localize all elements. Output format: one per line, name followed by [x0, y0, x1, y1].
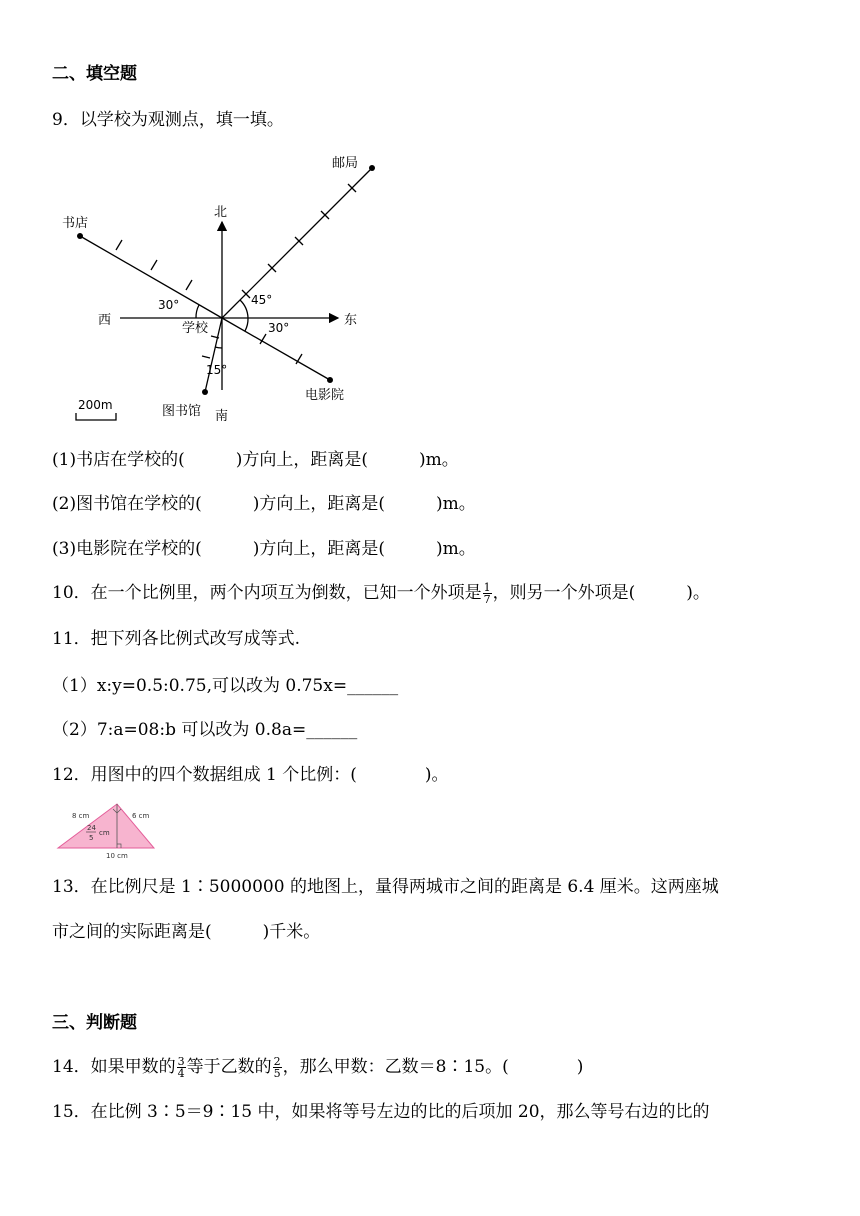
- question-11-part-1: （1）x:y=0.5:0.75,可以改为 0.75x=______: [52, 676, 399, 696]
- post-office-point: [369, 165, 375, 171]
- question-12-stem: 12．用图中的四个数据组成 1 个比例：( )。: [52, 765, 449, 785]
- question-14: [52, 1055, 583, 1079]
- question-10-text-after: ，则另一个外项是( )。: [492, 583, 710, 603]
- question-11-part-2: （2）7:a=08:b 可以改为 0.8a=______: [52, 720, 358, 740]
- label-scale: 200m: [78, 398, 113, 412]
- label-angle-cinema: 30°: [268, 321, 290, 335]
- angle-arc-library: [215, 347, 222, 348]
- direction-diagram: [0, 145, 420, 430]
- section-heading-fill-blank: 二、填空题: [52, 64, 137, 84]
- question-10-text-before: 10．在一个比例里，两个内项互为倒数，已知一个外项是: [52, 583, 482, 603]
- triangle-base-label: 10 cm: [106, 852, 128, 860]
- question-11-stem: 11．把下列各比例式改写成等式.: [52, 629, 301, 649]
- label-east: 东: [344, 313, 358, 328]
- question-9-part-3: (3)电影院在学校的( )方向上，距离是( )m。: [52, 539, 476, 559]
- cinema-point: [327, 377, 333, 383]
- fraction-three-fourths: $\frac{3}{4}$: [177, 1055, 185, 1080]
- label-post-office: 邮局: [332, 156, 359, 171]
- label-south: 南: [215, 409, 229, 424]
- label-west: 西: [98, 313, 112, 328]
- question-10: [52, 581, 710, 605]
- triangle-right-side-label: 6 cm: [132, 812, 150, 820]
- angle-arc-bookstore: [196, 305, 199, 318]
- triangle-height-denominator: 5: [89, 834, 94, 842]
- label-cinema: 电影院: [305, 388, 345, 403]
- label-bookstore: 书店: [62, 216, 89, 231]
- question-14-text-before: 14．如果甲数的: [52, 1057, 176, 1077]
- question-13-line-2: 市之间的实际距离是( )千米。: [52, 922, 321, 942]
- question-9-stem: 9．以学校为观测点，填一填。: [52, 110, 284, 130]
- ray-to-post-office: [222, 168, 372, 318]
- label-angle-post: 45°: [251, 293, 273, 307]
- section-heading-judgment: 三、判断题: [52, 1013, 137, 1033]
- triangle-height-unit: cm: [99, 829, 110, 837]
- scale-bar: [76, 413, 116, 420]
- fraction-one-seventh: $\frac{1}{7}$: [483, 581, 491, 606]
- angle-arc-post: [240, 300, 248, 318]
- fraction-two-fifths: $\frac{2}{5}$: [273, 1055, 281, 1080]
- question-14-text-mid: 等于乙数的: [186, 1057, 272, 1077]
- question-15-line-1: 15．在比例 3∶5＝9∶15 中，如果将等号左边的比的后项加 20，那么等号右边的比的: [52, 1102, 710, 1122]
- label-library: 图书馆: [162, 404, 202, 419]
- question-9-part-2: (2)图书馆在学校的( )方向上，距离是( )m。: [52, 494, 476, 514]
- label-school: 学校: [182, 321, 209, 336]
- angle-arc-cinema: [245, 318, 248, 331]
- question-13-line-1: 13．在比例尺是 1∶5000000 的地图上，量得两城市之间的距离是 6.4 厘米。这两座城: [52, 877, 719, 897]
- triangle-height-numerator: 24: [87, 824, 96, 832]
- triangle-left-side-label: 8 cm: [72, 812, 90, 820]
- library-point: [202, 389, 208, 395]
- label-angle-bookstore: 30°: [158, 298, 180, 312]
- label-north: 北: [214, 205, 228, 220]
- bookstore-point: [77, 233, 83, 239]
- triangle-figure: [50, 798, 160, 862]
- question-9-part-1: (1)书店在学校的( )方向上，距离是( )m。: [52, 450, 459, 470]
- question-14-text-after: ，那么甲数：乙数＝8∶15。( ): [282, 1057, 584, 1077]
- ray-to-bookstore: [80, 236, 222, 318]
- label-angle-library: 15°: [206, 363, 228, 377]
